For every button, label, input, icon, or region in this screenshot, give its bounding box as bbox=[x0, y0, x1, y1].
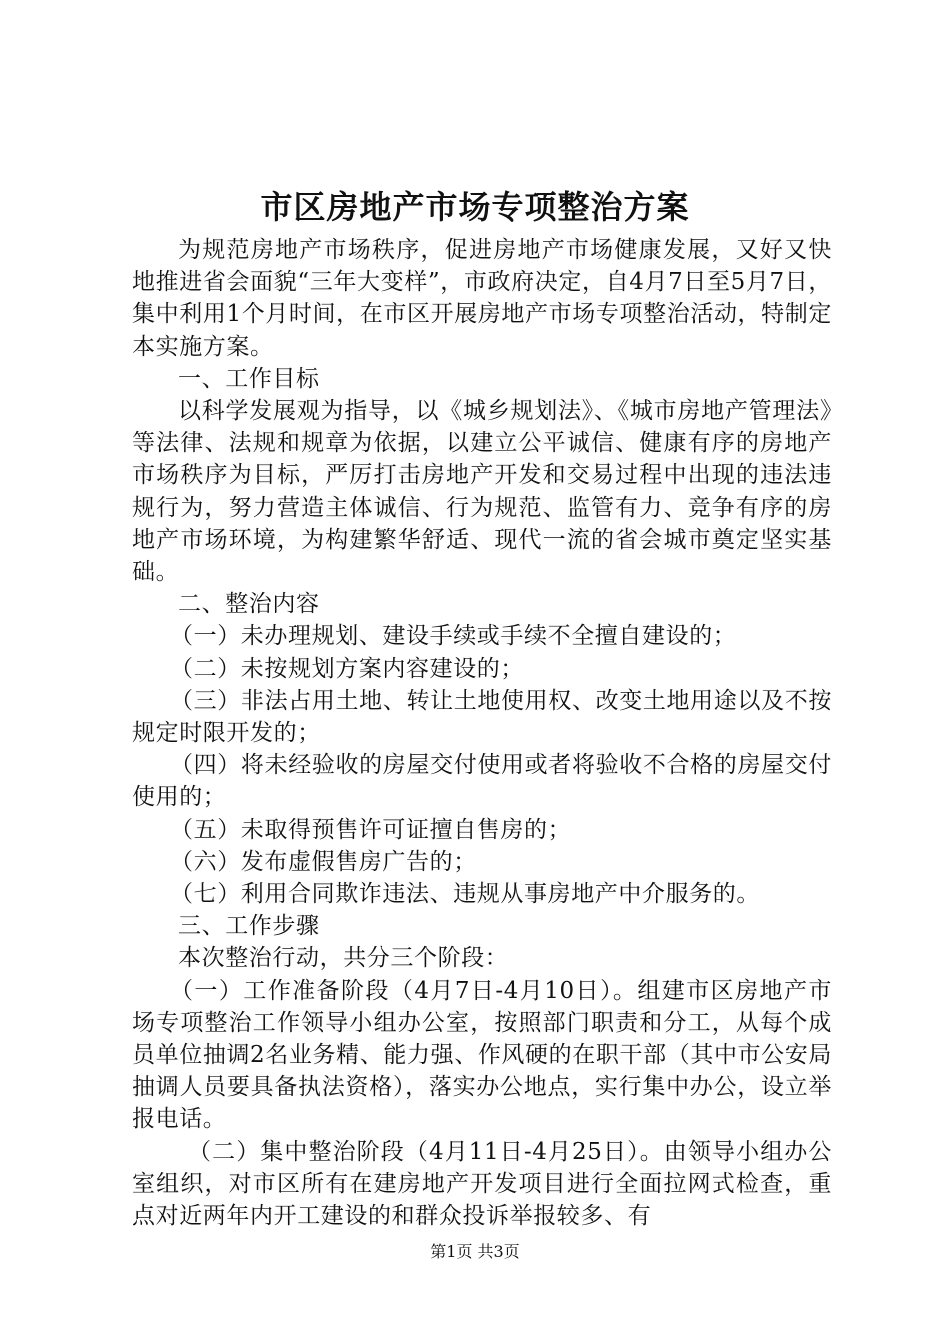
step-item-2: （二）集中整治阶段（4月11日-4月25日）。由领导小组办公室组织，对市区所有在建房地产开发项目进行全面拉网式检查，重点对近两年内开工建设的和群众投诉举报较多、有 bbox=[132, 1138, 832, 1230]
step-item-1: （一）工作准备阶段（4月7日-4月10日）。组建市区房地产市场专项整治工作领导小组办公室，按照部门职责和分工，从每个成员单位抽调2名业务精、能力强、作风硬的在职干部（其中市公安局抽调人员要具备执法资格），落实办公地点，实行集中办公，设立举报电话。 bbox=[132, 977, 832, 1133]
content-item-4: （四）将未经验收的房屋交付使用或者将验收不合格的房屋交付使用的； bbox=[132, 752, 832, 811]
content-item-2: （二）未按规划方案内容建设的； bbox=[170, 655, 524, 682]
document-body bbox=[132, 234, 832, 1232]
section-heading-content: 二、整治内容 bbox=[178, 591, 320, 618]
content-item-7: （七）利用合同欺诈违法、违规从事房地产中介服务的。 bbox=[170, 881, 760, 908]
section-heading-goals: 一、工作目标 bbox=[178, 365, 320, 392]
page-title: 市区房地产市场专项整治方案 bbox=[260, 188, 690, 226]
content-item-5: （五）未取得预售许可证擅自售房的； bbox=[170, 816, 572, 843]
section-heading-steps: 三、工作步骤 bbox=[178, 913, 320, 940]
goals-paragraph: 以科学发展观为指导，以《城乡规划法》、《城市房地产管理法》等法律、法规和规章为依据，以建立公平诚信、健康有序的房地产市场秩序为目标，严厉打击房地产开发和交易过程中出现的违法违规行为，努力营造主体诚信、行为规范、监管有力、竞争有序的房地产市场环境，为构建繁华舒适、现代一流的省会城市奠定坚实基础。 bbox=[132, 398, 832, 586]
intro-paragraph: 为规范房地产市场秩序，促进房地产市场健康发展，又好又快地推进省会面貌“三年大变样”，市政府决定，自4月7日至5月7日，集中利用1个月时间，在市区开展房地产市场专项整治活动，特制定本实施方案。 bbox=[132, 237, 832, 360]
content-item-6: （六）发布虚假售房广告的； bbox=[170, 848, 477, 875]
steps-intro: 本次整治行动，共分三个阶段： bbox=[178, 945, 509, 972]
content-item-1: （一）未办理规划、建设手续或手续不全擅自建设的； bbox=[170, 623, 737, 650]
content-item-3: （三）非法占用土地、转让土地使用权、改变土地用途以及不按规定时限开发的； bbox=[132, 687, 832, 747]
page-footer: 第1页 共3页 bbox=[430, 1242, 520, 1261]
